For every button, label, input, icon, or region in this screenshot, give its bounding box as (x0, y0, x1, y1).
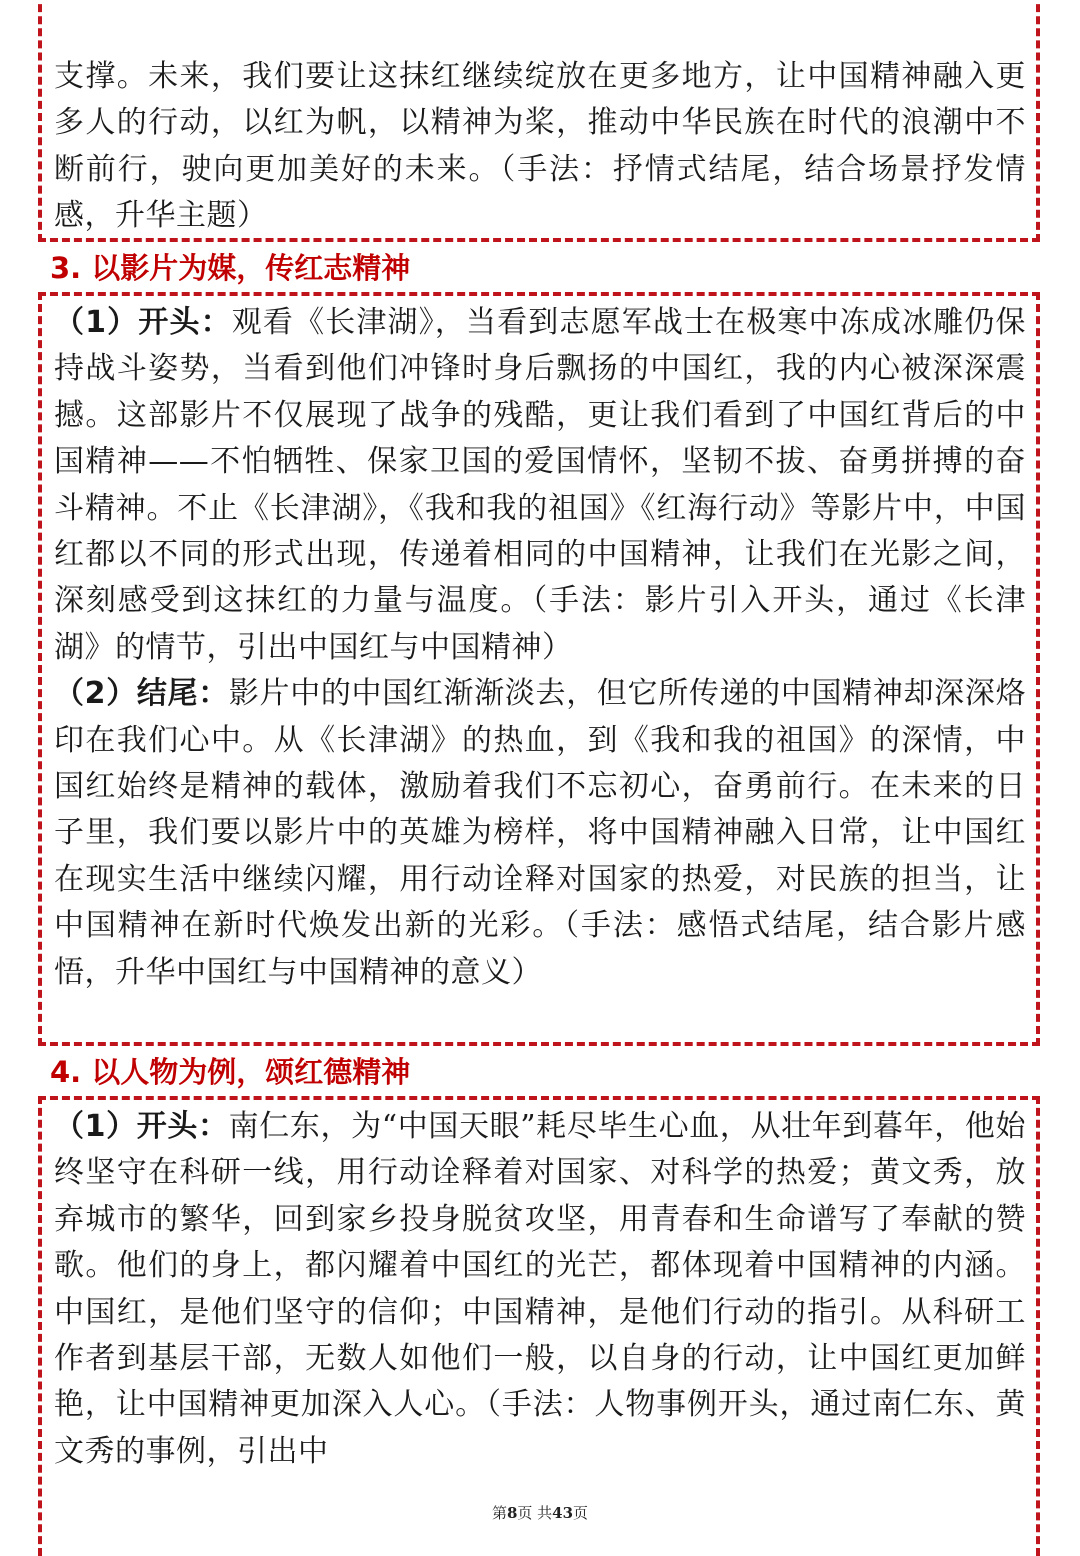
page-number: 8 (506, 1504, 518, 1522)
footer-middle: 页 共 (517, 1504, 553, 1522)
text-box-section-4 (38, 1096, 1040, 1556)
page-footer (0, 1502, 1080, 1523)
opening-text: 观看《长津湖》，当看到志愿军战士在极寒中冻成冰雕仍保持战斗姿势，当看到他们冲锋时身后飘扬的中国红，我的内心被深深震撼。这部影片不仅展现了战争的残酷，更让我们看到了中国红背后的中国精神——不怕牺牲、保家卫国的爱国情怀，坚韧不拔、奋勇拼搏的奋斗精神。不止《长津湖》，《我和我的祖国》《红海行动》等影片中，中国红都以不同的形式出现，传递着相同的中国精神，让我们在光影之间，深刻感受到这抹红的力量与温度。（手法：影片引入开头，通过《长津湖》的情节，引出中国红与中国精神） (54, 305, 1027, 665)
text-box-section-3 (38, 292, 1040, 1046)
ending-text: 影片中的中国红渐渐淡去，但它所传递的中国精神却深深烙印在我们心中。从《长津湖》的热血，到《我和我的祖国》的深情，中国红始终是精神的载体，激励着我们不忘初心，奋勇前行。在未来的日子里，我们要以影片中的英雄为榜样，将中国精神融入日常，让中国红在现实生活中继续闪耀，用行动诠释对国家的热爱，对民族的担当，让中国精神在新时代焕发出新的光彩。（手法：感悟式结尾，结合影片感悟，升华中国红与中国精神的意义） (54, 676, 1027, 990)
footer-prefix: 第 (491, 1504, 507, 1522)
opening-text: 南仁东，为“中国天眼”耗尽毕生心血，从壮年到暮年，他始终坚守在科研一线，用行动诠释着对国家、对科学的热爱；黄文秀，放弃城市的繁华，回到家乡投身脱贫攻坚，用青春和生命谱写了奉献的赞歌。他们的身上，都闪耀着中国红的光芒，都体现着中国精神的内涵。中国红，是他们坚守的信仰；中国精神，是他们行动的指引。从科研工作者到基层干部，无数人如他们一般，以自身的行动，让中国红更加鲜艳，让中国精神更加深入人心。（手法：人物事例开头，通过南仁东、黄文秀的事例，引出中 (54, 1109, 1026, 1469)
opening-label: （1）开头： (54, 1109, 229, 1144)
section-4-opening (54, 1104, 1026, 1475)
section-3-heading: 3. 以影片为媒，传红志精神 (50, 251, 411, 285)
paragraph-previous-ending (54, 0, 1026, 240)
paragraph-text: 支撑。未来，我们要让这抹红继续绽放在更多地方，让中国精神融入更多人的行动，以红为帆，以精神为桨，推动中华民族在时代的浪潮中不断前行，驶向更加美好的未来。（手法：抒情式结尾，结合场景抒发情感，升华主题） (54, 59, 1026, 234)
footer-suffix: 页 (573, 1504, 589, 1522)
text-box-previous (38, 0, 1040, 242)
ending-label: （2）结尾： (54, 676, 229, 712)
section-3-opening (54, 300, 1026, 671)
section-3-ending (54, 671, 1026, 996)
total-pages: 43 (552, 1504, 574, 1522)
section-4-heading: 4. 以人物为例，颂红德精神 (50, 1055, 411, 1089)
opening-label: （1）开头： (54, 305, 232, 340)
